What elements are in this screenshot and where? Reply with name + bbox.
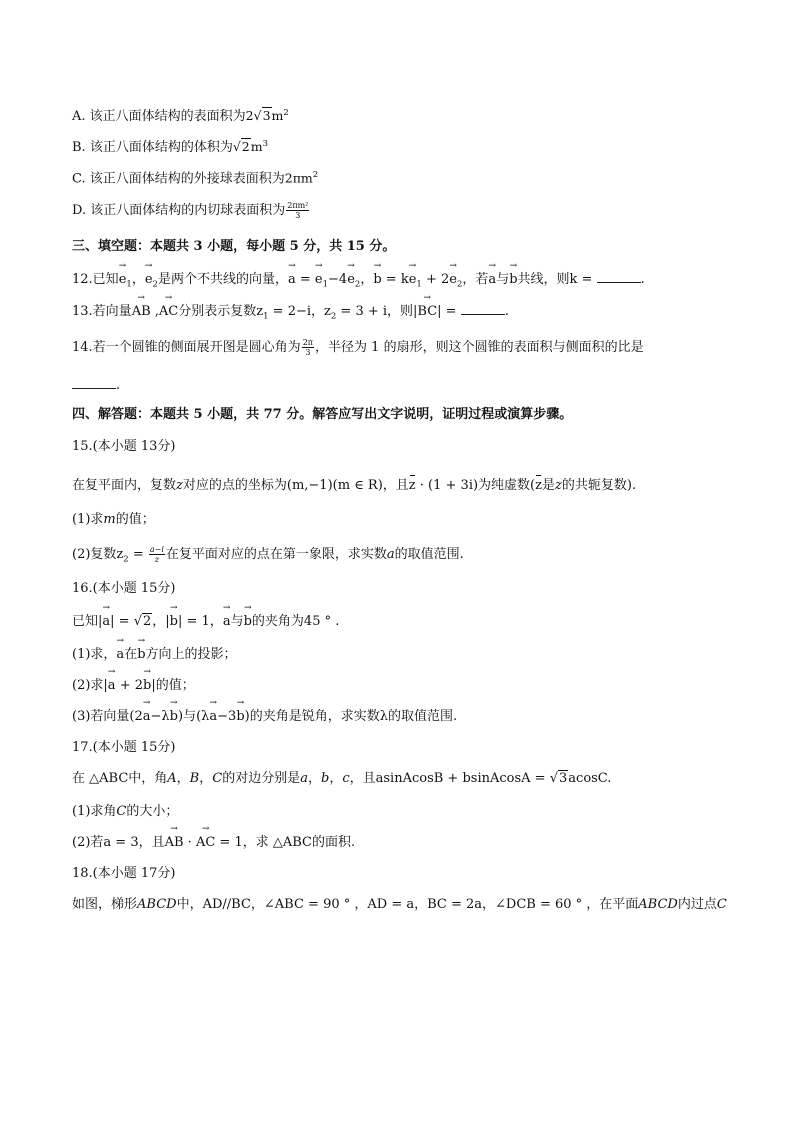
- answer-blank-13[interactable]: [461, 302, 505, 315]
- section-heading-fill-blank: 三、填空题：本题共 3 小题，每小题 5 分，共 15 分。: [72, 239, 396, 254]
- q15-sub1-post-text: 的值；: [115, 512, 155, 527]
- options-b-rad-text: 2: [241, 139, 250, 155]
- q12-e6-text: → e: [449, 271, 457, 289]
- options-d-num-text: 2πm²: [287, 201, 309, 210]
- options-d-den-text: 3: [295, 211, 301, 220]
- q12-e4-text: → e: [347, 271, 355, 289]
- q17-c1-text: ，: [176, 771, 190, 786]
- q12-p3-text: 是两个不共线的向量，: [157, 272, 288, 287]
- options-a-label-text: A. 该正八面体结构的表面积为: [72, 109, 246, 125]
- question-15-part-1: [72, 511, 155, 529]
- q16-s3-b-text: → b: [170, 708, 178, 726]
- q15-sub2-eq-text: =: [128, 547, 148, 562]
- q16-p5-text: 与: [230, 614, 244, 629]
- q12-p5-text: −4: [328, 272, 348, 287]
- question-17-part-2: [72, 834, 355, 852]
- q14-p1-text: 14.若一个圆锥的侧面展开图是圆心角为: [72, 340, 301, 355]
- q17-s1-post-text: 的大小；: [126, 804, 179, 819]
- q15-sub2-num-text: a−i: [149, 545, 164, 554]
- q18-p1-text: 如图，梯形: [72, 897, 138, 912]
- options-c-exp-text: 2: [312, 170, 319, 180]
- q17-c-text: c: [342, 771, 350, 786]
- q18-C-text: C: [716, 897, 727, 912]
- q13-s1-text: 1: [263, 311, 269, 322]
- question-17-title: 17.(本小题 15分): [72, 740, 176, 755]
- q14-num-text: 2π: [302, 338, 314, 347]
- question-16-stem: 已知|→ a| = √2，|→ b| = 1，→ a与→ b的夹角为45 ° .: [72, 613, 339, 631]
- q12-p9-text: ，若: [462, 272, 489, 287]
- q15-p1-text: 在复平面内，复数: [72, 478, 177, 493]
- q16-s3-b2-text: → b: [236, 708, 244, 726]
- q15-sub1-m-text: m: [103, 512, 116, 527]
- question-16-title: 16.(本小题 15分): [72, 581, 176, 596]
- answer-blank-14[interactable]: [72, 376, 116, 389]
- q15-zbar2-text: z: [535, 478, 542, 493]
- q16-s2-post-text: |的值；: [151, 678, 195, 693]
- q13-p3-text: 分别表示复数z: [178, 304, 264, 319]
- q17-a-text: a: [300, 771, 308, 786]
- q15-p2-text: 对应的点的坐标为(m,−1)(m ∈ R)，且: [182, 478, 409, 493]
- question-14-blank-line: [72, 376, 120, 395]
- q13-end-text: .: [504, 304, 509, 319]
- q13-p1-text: 13.若向量: [72, 304, 132, 319]
- options-b-exp-text: 3: [262, 139, 269, 149]
- q12-a-text: → a: [288, 271, 296, 289]
- q16-p2-text: | =: [110, 614, 134, 629]
- q16-s1-post-text: 方向上的投影；: [145, 647, 237, 662]
- q12-e3-text: → e: [315, 271, 323, 289]
- q12-e2-text: → e: [145, 271, 153, 289]
- q16-s3-m3-text: −3: [217, 709, 237, 724]
- q17-s2-ab-text: → AB: [165, 834, 184, 852]
- q16-s2-mid-text: + 2: [115, 678, 143, 693]
- q15-sub2-s-text: 2: [123, 554, 129, 565]
- options-c-label-text: C. 该正八面体结构的外接球表面积为: [72, 171, 285, 187]
- q12-p6-text: ，: [360, 272, 374, 287]
- q12-s5-text: 1: [416, 279, 422, 290]
- q15-sub2-den-text: z: [154, 555, 159, 564]
- q13-p6-text: | =: [437, 304, 461, 319]
- q14-p2-text: ，半径为 1 的扇形，则这个圆锥的表面积与侧面积的比是: [315, 340, 644, 355]
- q12-p7-text: = k: [381, 272, 409, 287]
- q16-a-text: → a: [102, 613, 110, 631]
- q15-z-text: z: [176, 478, 183, 493]
- q16-s3-a2-text: → a: [209, 708, 217, 726]
- q17-rad-text: 3: [559, 771, 568, 786]
- q16-b2-text: → b: [244, 613, 252, 631]
- q12-e1-text: → e: [119, 271, 127, 289]
- q15-zbar-text: z: [408, 478, 416, 493]
- q17-s1-pre-text: (1)求角: [72, 804, 117, 819]
- q12-s2-text: 2: [152, 279, 158, 290]
- question-15-part-2: [72, 545, 464, 569]
- q12-end-text: .: [640, 272, 645, 287]
- q13-bc-text: → BC: [417, 303, 437, 321]
- options-a-rad-text: 3: [262, 108, 271, 124]
- q15-p4-text: 是: [542, 478, 556, 493]
- q17-C-text: C: [212, 771, 223, 786]
- option-d: [72, 201, 310, 220]
- q17-b-text: b: [321, 771, 330, 786]
- q16-b-text: → b: [170, 613, 178, 631]
- q15-sub2-a-text: a: [386, 547, 395, 562]
- q17-s2-dot-text: ·: [183, 835, 196, 850]
- section-heading-solve: 四、解答题：本题共 5 小题，共 77 分。解答应写出文字说明，证明过程或演算步骤。: [72, 407, 573, 422]
- question-16-part-3: [72, 708, 457, 726]
- question-16-part-2: [72, 677, 195, 695]
- question-15-title: 15.(本小题 13分): [72, 439, 176, 454]
- q16-p1-text: 已知|: [72, 614, 103, 629]
- q13-ab-text: → AB: [132, 303, 151, 321]
- options-a-coef-text: 2: [245, 108, 254, 124]
- q16-p3-text: ，|: [152, 614, 170, 629]
- options-d-label-text: D. 该正八面体结构的内切球表面积为: [72, 203, 286, 218]
- q16-s3-a-text: → a: [143, 708, 151, 726]
- q18-p3-text: 内过点: [677, 897, 717, 912]
- q18-p2-text: 中，AD//BC，∠ABC = 90 ° ，AD = a，BC = 2a，∠DCB = 60 ° ，在平面: [176, 897, 639, 912]
- q16-a2-text: → a: [223, 613, 231, 631]
- q17-B-text: B: [189, 771, 200, 786]
- q12-e5-text: → e: [409, 271, 417, 289]
- options-b-label-text: B. 该正八面体结构的体积为: [72, 140, 233, 156]
- q15-sub2-pre-text: (2)复数z: [72, 547, 124, 562]
- options-c-val-text: 2πm: [284, 170, 313, 186]
- question-13: [72, 302, 509, 326]
- q17-p1-text: 在 △ABC中，角: [72, 771, 168, 786]
- q16-s3-post-text: )的夹角是锐角，求实数λ的取值范围.: [244, 709, 458, 724]
- q14-den-text: 3: [305, 348, 311, 357]
- q16-s3-pre-text: (3)若向量(2: [72, 709, 143, 724]
- q12-p10-text: 与: [496, 272, 510, 287]
- q13-s2-text: 2: [330, 311, 337, 322]
- q12-s4-text: 2: [354, 279, 361, 290]
- q12-p2-text: ，: [131, 272, 145, 287]
- q17-s1-C-text: C: [116, 804, 127, 819]
- question-17-stem: 在 △ABC中，角A，B，C的对边分别是a，b，c，且asinAcosB + bsinAcosA = √3acosC.: [72, 771, 612, 786]
- question-14: [72, 338, 644, 357]
- q17-p4-text: acosC.: [568, 771, 612, 786]
- q16-s2-a-text: → a: [108, 677, 116, 695]
- q12-s6-text: 2: [456, 279, 463, 290]
- q13-ac-text: → AC: [159, 303, 178, 321]
- q13-p2-text: ,: [150, 304, 159, 319]
- q15-sub2-mid-text: 在复平面对应的点在第一象限，求实数: [165, 547, 387, 562]
- question-18-title: 18.(本小题 17分): [72, 866, 176, 881]
- q15-sub1-pre-text: (1)求: [72, 512, 104, 527]
- q15-z2-text: z: [555, 478, 562, 493]
- q13-p4-text: = 2−i，z: [268, 304, 331, 319]
- q17-c3-text: ，: [307, 771, 321, 786]
- q16-p4-text: | = 1，: [178, 614, 223, 629]
- options-a-unit-text: m: [271, 108, 284, 124]
- question-12: [72, 270, 645, 294]
- q12-p4-text: =: [295, 272, 315, 287]
- q18-abcd-text: ABCD: [137, 897, 177, 912]
- q16-s2-b-text: → b: [143, 677, 151, 695]
- q17-s2-post-text: = 1，求 △ABC的面积.: [215, 835, 356, 850]
- q16-rad-text: 2: [143, 614, 152, 629]
- q12-p1-text: 12.已知: [72, 272, 119, 287]
- question-15-stem: [72, 477, 636, 495]
- question-18-stem: [72, 896, 727, 914]
- options-b-unit-text: m: [250, 139, 263, 155]
- q12-a2-text: → a: [488, 271, 496, 289]
- q16-p6-text: 的夹角为45 ° .: [251, 614, 340, 629]
- q17-A-text: A: [167, 771, 177, 786]
- q12-s3-text: 1: [322, 279, 329, 290]
- q13-p5-text: = 3 + i，则|: [336, 304, 418, 319]
- q12-b2-text: → b: [509, 271, 517, 289]
- q16-s2-pre-text: (2)求|: [72, 678, 108, 693]
- q16-s3-m2-text: )与(λ: [178, 709, 210, 724]
- q16-s1-b-text: → b: [137, 646, 145, 664]
- q14-end-text: .: [116, 378, 121, 393]
- q15-sub2-post-text: 的取值范围.: [394, 547, 464, 562]
- q16-s1-a-text: → a: [116, 646, 124, 664]
- q12-b-text: → b: [373, 271, 381, 289]
- q16-s1-pre-text: (1)求，: [72, 647, 117, 662]
- answer-blank-12[interactable]: [597, 270, 641, 283]
- q18-abcd2-text: ABCD: [638, 897, 678, 912]
- q12-s1-text: 1: [126, 279, 132, 290]
- q17-c2-text: ，: [199, 771, 213, 786]
- question-16-part-1: [72, 646, 237, 664]
- option-c: [72, 166, 318, 188]
- q16-s3-m1-text: −λ: [150, 709, 170, 724]
- option-b: B. 该正八面体结构的体积为$√2m^3$: [72, 139, 269, 156]
- q12-p11-text: 共线，则k =: [517, 272, 597, 287]
- q12-p8-text: + 2: [421, 272, 450, 287]
- option-a: A. 该正八面体结构的表面积为$2√3m^2$: [72, 108, 289, 125]
- q16-s1-mid-text: 在: [124, 647, 138, 662]
- q17-p2-text: 的对边分别是: [222, 771, 301, 786]
- q17-s2-ac-text: → AC: [196, 834, 215, 852]
- options-a-exp-text: 2: [283, 108, 289, 118]
- question-17-part-1: [72, 803, 178, 821]
- q15-p3-text: · (1 + 3i)为纯虚数(: [415, 478, 536, 493]
- q17-s2-pre-text: (2)若a = 3，且: [72, 835, 165, 850]
- q17-p3-text: ，且asinAcosB + bsinAcosA =: [349, 771, 550, 786]
- q15-p5-text: 的共轭复数).: [561, 478, 637, 493]
- q17-c4-text: ，: [329, 771, 343, 786]
